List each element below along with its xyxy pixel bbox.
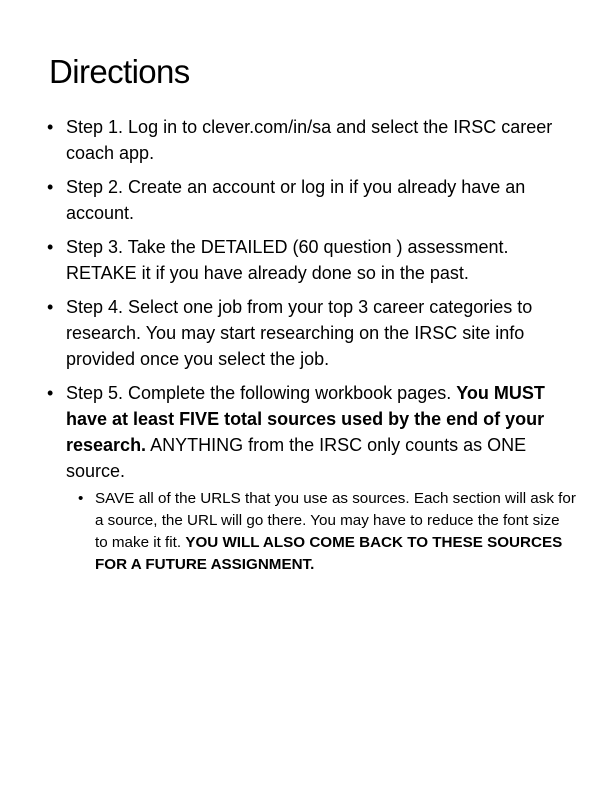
step-5-emphasis: You MUST have at least FIVE total sources used by the end of your research.	[66, 383, 545, 455]
bullet-icon: •	[78, 490, 84, 507]
bullet-icon: •	[47, 237, 54, 257]
step-3-text: Step 3. Take the DETAILED (60 question ) assessment. RETAKE it if you have already done so in the past.	[66, 237, 509, 283]
list-item-step-4	[46, 294, 576, 372]
list-item-save-urls	[66, 488, 576, 576]
substep-text: SAVE all of the URLS that you use as sources. Each section will ask for a source, the URL will go there. You may have to reduce the font size to make it fit.	[95, 490, 576, 551]
bullet-icon: •	[47, 297, 54, 317]
step-1-text: Step 1. Log in to clever.com/in/sa and select the IRSC career coach app.	[66, 117, 553, 163]
list-item-step-5	[46, 380, 576, 576]
bullet-icon: •	[47, 117, 54, 137]
bullet-icon: •	[47, 177, 54, 197]
directions-list	[46, 114, 576, 584]
substep-emphasis: YOU WILL ALSO COME BACK TO THESE SOURCES FOR A FUTURE ASSIGNMENT.	[95, 534, 563, 573]
step-5-text-continued: ANYTHING from the IRSC only counts as ONE source.	[66, 435, 527, 481]
step-5-text: Step 5. Complete the following workbook pages.	[66, 383, 457, 403]
step-5-sublist	[66, 488, 576, 576]
list-item-step-2	[46, 174, 576, 226]
list-item-step-1	[46, 114, 576, 166]
step-4-text: Step 4. Select one job from your top 3 career categories to research. You may start researching on the IRSC site info provided once you select the job.	[66, 297, 533, 369]
list-item-step-3	[46, 234, 576, 286]
bullet-icon: •	[47, 383, 54, 403]
step-2-text: Step 2. Create an account or log in if you already have an account.	[66, 177, 526, 223]
page-title: Directions	[49, 53, 190, 90]
